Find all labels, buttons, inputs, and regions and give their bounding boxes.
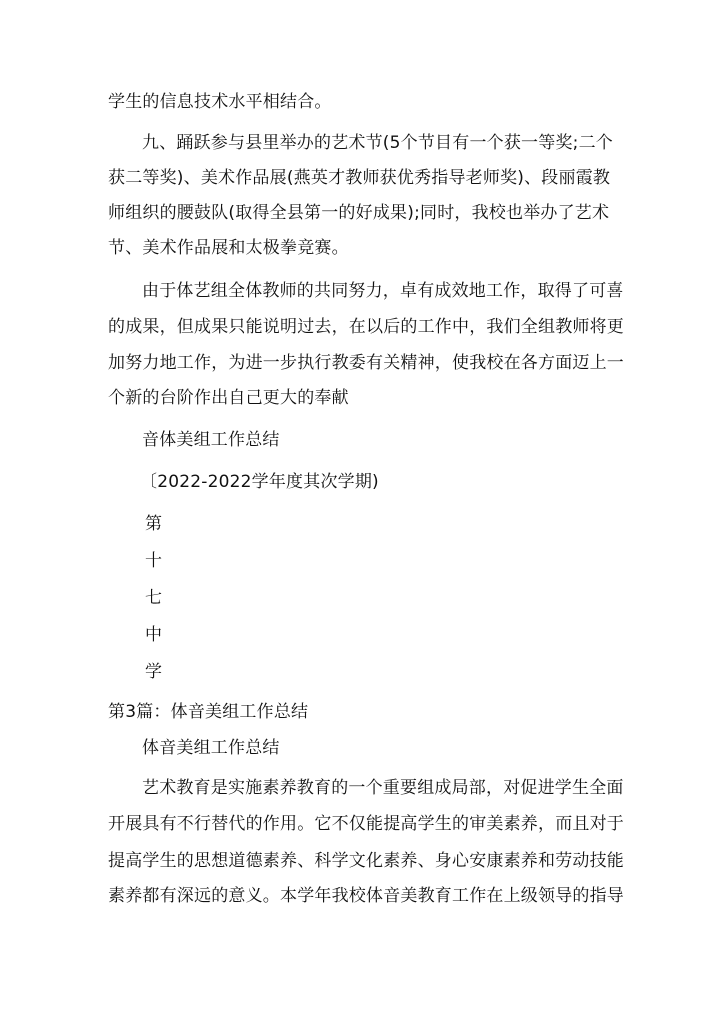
vertical-school-char: 学 (145, 662, 163, 682)
paragraph-line: 艺术教育是实施素养教育的一个重要组成局部，对促进学生全面 (142, 778, 624, 798)
paragraph-line: 九、踊跃参与县里举办的艺术节(5个节目有一个获一等奖;二个 (142, 133, 613, 153)
paragraph-line: 提高学生的思想道德素养、科学文化素养、身心安康素养和劳动技能 (108, 851, 624, 871)
paragraph-line: 师组织的腰鼓队(取得全县第一的好成果);同时，我校也举办了艺术 (108, 203, 610, 223)
section-heading: 音体美组工作总结 (142, 430, 280, 450)
paragraph-line: 个新的台阶作出自己更大的奉献 (108, 388, 349, 408)
vertical-school-char: 十 (145, 551, 163, 571)
vertical-school-char: 第 (145, 514, 163, 534)
section-heading: 体音美组工作总结 (142, 738, 280, 758)
academic-term: 〔2022-2022学年度其次学期) (140, 472, 379, 492)
vertical-school-char: 中 (145, 625, 163, 645)
paragraph-line: 由于体艺组全体教师的共同努力，卓有成效地工作，取得了可喜 (142, 281, 624, 301)
paragraph-line: 的成果，但成果只能说明过去，在以后的工作中，我们全组教师将更 (108, 317, 624, 337)
vertical-school-char: 七 (145, 588, 163, 608)
chapter-title: 第3篇：体音美组工作总结 (108, 702, 309, 722)
paragraph-line: 开展具有不行替代的作用。它不仅能提高学生的审美素养，而且对于 (108, 814, 624, 834)
paragraph-line: 获二等奖)、美术作品展(燕英才教师获优秀指导老师奖)、段丽霞教 (108, 168, 611, 188)
paragraph-line: 加努力地工作，为进一步执行教委有关精神，使我校在各方面迈上一 (108, 353, 624, 373)
paragraph-line: 学生的信息技术水平相结合。 (108, 92, 332, 112)
paragraph-line: 节、美术作品展和太极拳竞赛。 (108, 238, 349, 258)
paragraph-line: 素养都有深远的意义。本学年我校体音美教育工作在上级领导的指导 (108, 886, 624, 906)
